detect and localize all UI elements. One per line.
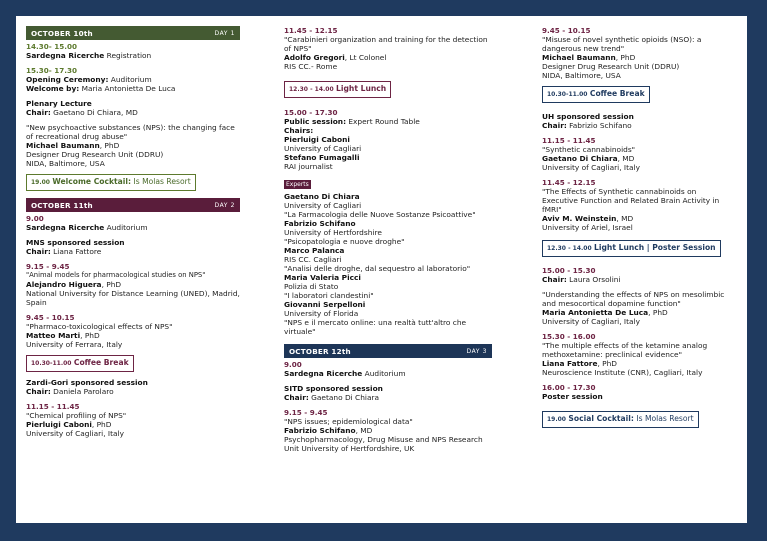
day2-title: OCTOBER 11th (31, 200, 93, 210)
experts-list: Gaetano Di Chiara University of Cagliari "La Farmacologia delle Nuove Sostanze Psicoattive" Fabrizio Schifano University of Hertfordshire "Psicopatologia e nuove droghe" Marco Palanca RIS CC. Cagliari "Analisi delle droghe, dal sequestro al laboratorio" Maria Valeria Picci Polizia di Stato "I laboratori clandestini" Giovanni Serpelloni University of Florida "NPS e il mercato online: una realtà tutt'altro che virtuale" (284, 192, 476, 336)
col3-talk-opioids: 9.45 - 10.15 "Misuse of novel synthetic opioids (NSO): a dangerous new trend" Michael Baumann, PhD Designer Drug Research Unit (DDRU) NIDA, Baltimore, USA (542, 26, 702, 80)
day1-header (26, 26, 240, 40)
lunch-poster-box: 12.30 - 14.00 Light Lunch | Poster Session (542, 240, 721, 257)
day2-start: 9.00 Sardegna Ricerche Auditorium (26, 214, 148, 232)
day3-title: OCTOBER 12th (289, 346, 351, 356)
day1-title: OCTOBER 10th (31, 28, 93, 38)
column-3 (542, 24, 732, 428)
day1-registration: 14.30- 15.00 Sardegna Ricerche Registration (26, 42, 152, 60)
experts-badge: Experts (286, 181, 309, 188)
day1-opening: 15.30- 17.30 Opening Ceremony: Auditorium Welcome by: Maria Antonietta De Luca (26, 66, 176, 93)
day1-plenary: Plenary Lecture Chair: Gaetano Di Chiara, MD (26, 99, 138, 117)
light-lunch-box: 12.30 - 14.00 Light Lunch (284, 81, 391, 98)
day2-header (26, 198, 240, 212)
day2-talk-3: 11.15 - 11.45 "Chemical profiling of NPS" Pierluigi Caboni, PhD University of Cagliari, Italy (26, 402, 127, 438)
public-session: 15.00 - 17.30 Public session: Expert Round Table Chairs: Pierluigi Caboni University of Cagliari Stefano Fumagalli RAI journalist (284, 108, 420, 171)
col3-talk-dopamine: "Understanding the effects of NPS on mesolimbic and mesocortical dopamine function" Maria Antonietta De Luca, PhD University of Cagliari, Italy (542, 290, 725, 326)
day1-talk: "New psychoactive substances (NPS): the changing face of recreational drug abuse" Michael Baumann, PhD Designer Drug Research Unit (DDRU) NIDA, Baltimore, USA (26, 123, 235, 168)
day3-coffee-break-box: 10.30-11.00 Coffee Break (542, 86, 650, 103)
day2-talk-2: 9.45 - 10.15 "Pharmaco-toxicological effects of NPS" Matteo Marti, PhD University of Ferrara, Italy (26, 313, 173, 349)
day3-sitd-session: SITD sponsored session Chair: Gaetano Di Chiara (284, 384, 383, 402)
welcome-cocktail-box: 19.00 Welcome Cocktail: Is Molas Resort (26, 174, 196, 191)
day2-label: DAY 2 (214, 201, 235, 209)
program-sheet (16, 16, 747, 523)
day3-label: DAY 3 (466, 347, 487, 355)
col3-talk-ketamine: 15.30 - 16.00 "The multiple effects of the ketamine analog methoxetamine: preclinical evidence" Liana Fattore, PhD Neuroscience Institute (CNR), Cagliari, Italy (542, 332, 708, 377)
col3-talk-cannabinoids: 11.15 - 11.45 "Synthetic cannabinoids" Gaetano Di Chiara, MD University of Cagliari, Italy (542, 136, 640, 172)
day2-zardi-session: Zardi-Gori sponsored session Chair: Daniela Parolaro (26, 378, 148, 396)
day2-mns-session: MNS sponsored session Chair: Liana Fattore (26, 238, 125, 256)
social-cocktail-box: 19.00 Social Cocktail: Is Molas Resort (542, 411, 699, 428)
column-2 (284, 24, 492, 453)
day3-header (284, 344, 492, 358)
col3-poster-session: 16.00 - 17.30 Poster session (542, 383, 603, 401)
day1-label: DAY 1 (214, 29, 235, 37)
col3-talk-fmri: 11.45 - 12.15 "The Effects of Synthetic cannabinoids on Executive Function and Related Brain Activity in fMRI" Aviv M. Weinstein, MD University of Ariel, Israel (542, 178, 720, 232)
col2-talk-carabinieri: 11.45 - 12.15 "Carabinieri organization and training for the detection of NPS" Adolfo Gregori, Lt Colonel RIS CC.- Rome (284, 26, 488, 71)
column-1 (26, 26, 240, 438)
uh-session: UH sponsored session Chair: Fabrizio Schifano (542, 112, 634, 130)
col3-afternoon-chair: 15.00 - 15.30 Chair: Laura Orsolini (542, 266, 621, 284)
day2-talk-1: 9.15 - 9.45 "Animal models for pharmacological studies on NPS" Alejandro Higuera, PhD National University for Distance Learning (UNED), Madrid, Spain (26, 262, 240, 307)
day3-talk-1: 9.15 - 9.45 "NPS issues; epidemiological data" Fabrizio Schifano, MD Psychopharmacology, Drug Misuse and NPS Research Unit University of Hertfordshire, UK (284, 408, 483, 453)
day2-coffee-break-box: 10.30-11.00 Coffee Break (26, 355, 134, 372)
day3-start: 9.00 Sardegna Ricerche Auditorium (284, 360, 406, 378)
